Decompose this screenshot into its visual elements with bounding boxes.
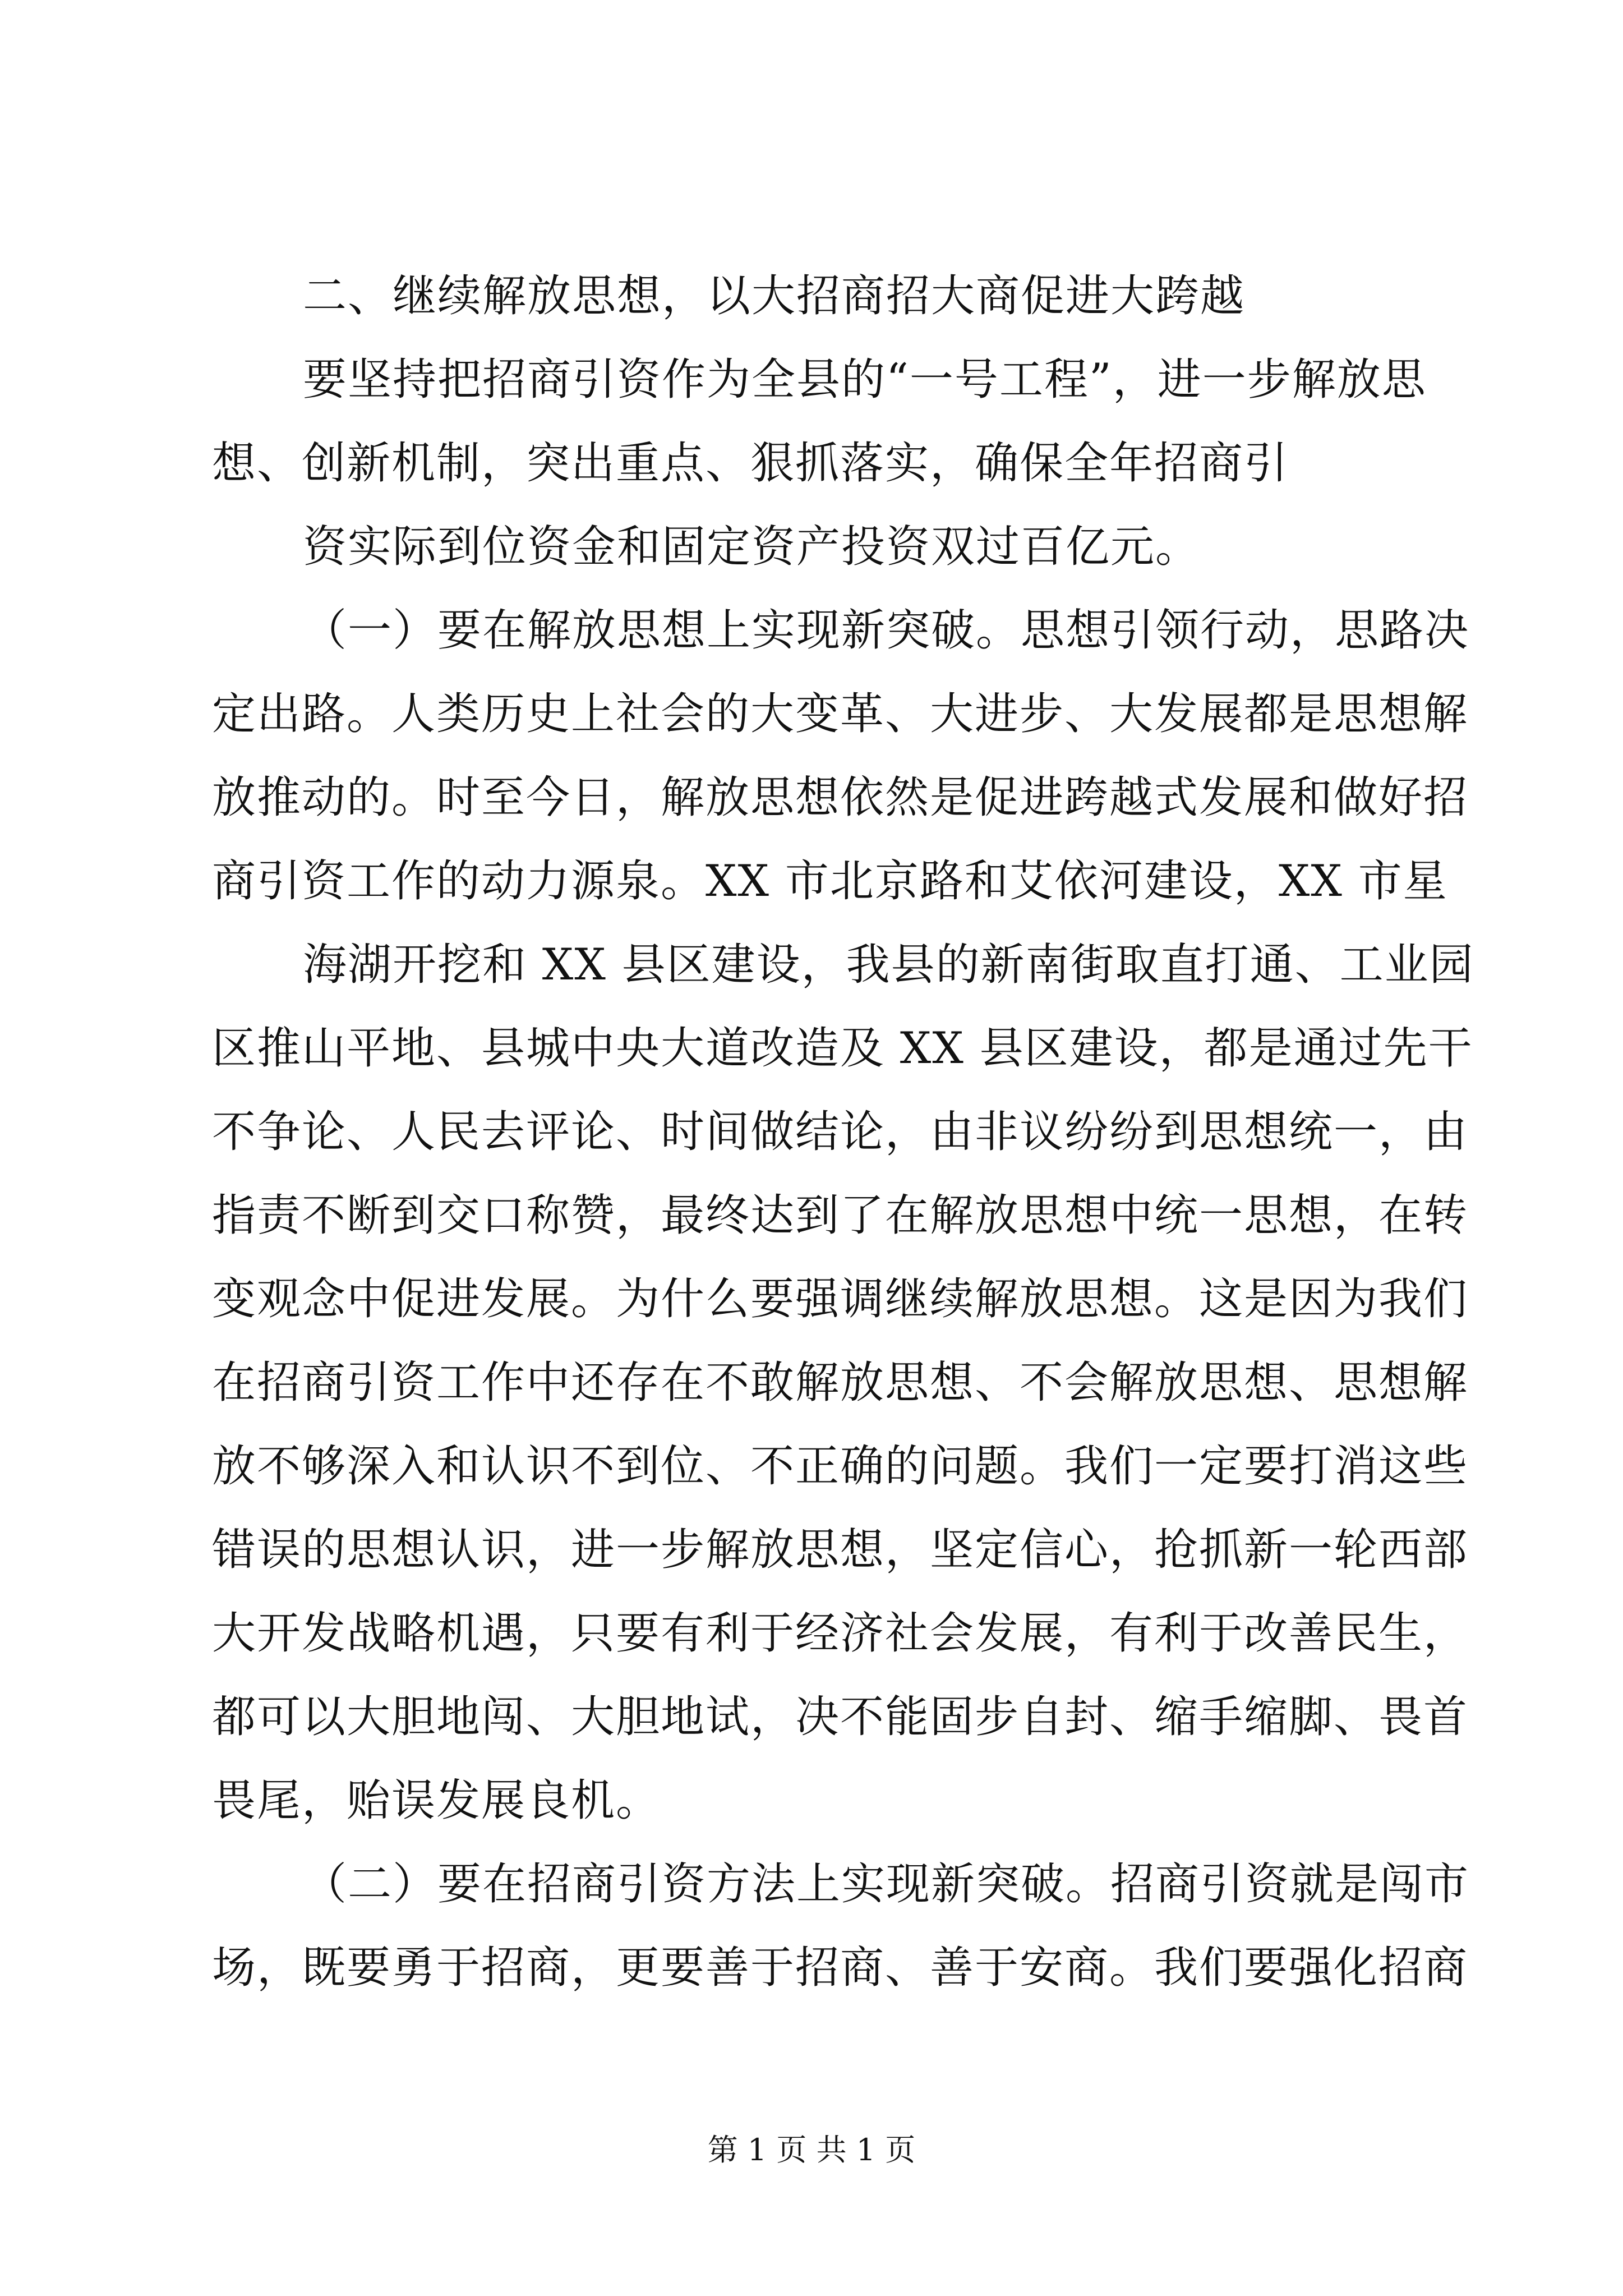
paragraph-line: 错误的思想认识，进一步解放思想，坚定信心，抢抓新一轮西部 [212, 1525, 1469, 1575]
paragraph-line: 在招商引资工作中还存在不敢解放思想、不会解放思想、思想解 [212, 1358, 1469, 1408]
paragraph-line: 海湖开挖和 XX 县区建设，我县的新南街取直打通、工业园 [303, 940, 1474, 990]
paragraph-line: 指责不断到交口称赞，最终达到了在解放思想中统一思想，在转 [212, 1190, 1469, 1241]
paragraph-line: 想、创新机制，突出重点、狠抓落实，确保全年招商引 [212, 438, 1289, 489]
paragraph-line: 畏尾，贻误发展良机。 [212, 1775, 661, 1826]
page-number-footer: 第 1 页 共 1 页 [707, 2132, 916, 2168]
paragraph-line: 放不够深入和认识不到位、不正确的问题。我们一定要打消这些 [212, 1441, 1469, 1492]
paragraph-line: 场，既要勇于招商，更要善于招商、善于安商。我们要强化招商 [212, 1943, 1469, 1993]
paragraph-line: 商引资工作的动力源泉。XX 市北京路和艾依河建设，XX 市星 [212, 856, 1448, 907]
paragraph-line: （一）要在解放思想上实现新突破。思想引领行动，思路决 [303, 605, 1470, 656]
section-heading: 二、继续解放思想，以大招商招大商促进大跨越 [303, 271, 1246, 321]
paragraph-line: 要坚持把招商引资作为全县的“一号工程”，进一步解放思 [303, 355, 1427, 405]
paragraph-line: 放推动的。时至今日，解放思想依然是促进跨越式发展和做好招 [212, 772, 1469, 823]
paragraph-line: 都可以大胆地闯、大胆地试，决不能固步自封、缩手缩脚、畏首 [212, 1692, 1469, 1742]
paragraph-line: 区推山平地、县城中央大道改造及 XX 县区建设，都是通过先干 [212, 1023, 1473, 1074]
paragraph-line: 不争论、人民去评论、时间做结论，由非议纷纷到思想统一，由 [212, 1107, 1469, 1157]
paragraph-line: 定出路。人类历史上社会的大变革、大进步、大发展都是思想解 [212, 689, 1469, 739]
paragraph-line: 变观念中促进发展。为什么要强调继续解放思想。这是因为我们 [212, 1274, 1469, 1324]
paragraph-line: （二）要在招商引资方法上实现新突破。招商引资就是闯市 [303, 1859, 1470, 1910]
paragraph-line: 资实际到位资金和固定资产投资双过百亿元。 [303, 522, 1201, 572]
paragraph-line: 大开发战略机遇，只要有利于经济社会发展，有利于改善民生， [212, 1608, 1469, 1659]
